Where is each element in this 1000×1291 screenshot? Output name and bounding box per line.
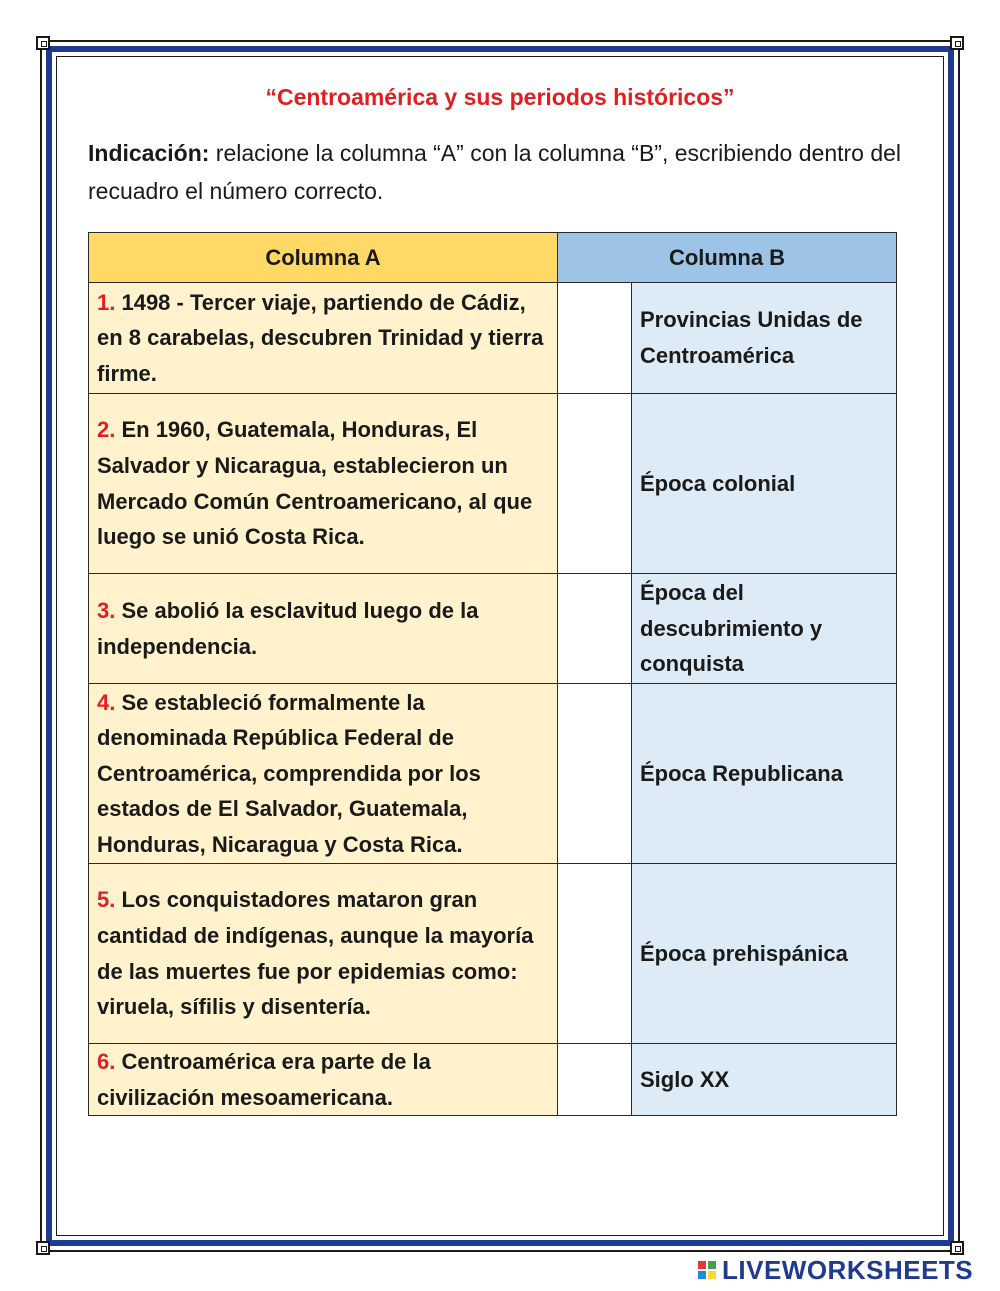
frame-corner-bottom-right	[950, 1241, 964, 1255]
column-b-cell-3: Época del descubrimiento y conquista	[632, 574, 897, 684]
item-text-1: 1498 - Tercer viaje, partiendo de Cádiz, en 8 carabelas, descubren Trinidad y tierra firme.	[97, 289, 544, 386]
frame-corner-bottom-left	[36, 1241, 50, 1255]
answer-box-4[interactable]	[558, 684, 632, 864]
table-row-4	[89, 684, 897, 864]
answer-box-2[interactable]	[558, 394, 632, 574]
answer-box-6[interactable]	[558, 1044, 632, 1116]
table-row-3	[89, 574, 897, 684]
column-b-cell-1: Provincias Unidas de Centroamérica	[632, 283, 897, 394]
liveworksheets-wordmark: LIVEWORKSHEETS	[722, 1254, 974, 1285]
column-a-cell-4	[89, 684, 558, 864]
liveworksheets-logo	[698, 1255, 973, 1285]
column-a-cell-5	[89, 864, 558, 1044]
logo-square-e	[708, 1271, 716, 1279]
answer-box-5[interactable]	[558, 864, 632, 1044]
instruction-text: relacione la columna “A” con la columna “B”, escribiendo dentro del recuadro el número correcto.	[88, 140, 902, 204]
column-a-cell-2	[89, 394, 558, 574]
item-number-3: 3.	[97, 597, 116, 623]
item-text-5: Los conquistadores mataron gran cantidad de indígenas, aunque la mayoría de las muertes fue por epidemias como: viruela, sífilis y disentería.	[97, 887, 534, 1020]
table-row-6	[89, 1044, 897, 1116]
logo-square-l	[698, 1261, 706, 1269]
answer-box-3[interactable]	[558, 574, 632, 684]
table-row-5	[89, 864, 897, 1044]
column-b-cell-5: Época prehispánica	[632, 864, 897, 1044]
item-number-4: 4.	[97, 689, 116, 715]
item-number-2: 2.	[97, 417, 116, 443]
item-text-6: Centroamérica era parte de la civilización mesoamericana.	[97, 1049, 431, 1110]
frame-corner-top-right	[950, 36, 964, 50]
table-row-2	[89, 394, 897, 574]
column-a-cell-3	[89, 574, 558, 684]
instruction-label: Indicación:	[88, 140, 210, 166]
item-number-6: 6.	[97, 1049, 116, 1074]
column-b-cell-4: Época Republicana	[632, 684, 897, 864]
table-header-row	[89, 233, 897, 283]
column-a-cell-6	[89, 1044, 558, 1116]
liveworksheets-icon	[698, 1261, 716, 1279]
column-b-cell-2: Época colonial	[632, 394, 897, 574]
column-b-header: Columna B	[558, 233, 897, 283]
item-text-2: En 1960, Guatemala, Honduras, El Salvador y Nicaragua, establecieron un Mercado Común Centroamericano, al que luego se unió Costa Rica.	[97, 417, 533, 550]
logo-square-i	[708, 1261, 716, 1269]
column-a-cell-1	[89, 283, 558, 394]
item-number-5: 5.	[97, 887, 116, 913]
frame-corner-top-left	[36, 36, 50, 50]
column-a-header: Columna A	[89, 233, 558, 283]
column-b-cell-6: Siglo XX	[632, 1044, 897, 1116]
matching-table	[88, 232, 897, 1116]
instruction	[88, 134, 918, 210]
table-row-1	[89, 283, 897, 394]
worksheet-title: “Centroamérica y sus periodos históricos”	[265, 84, 735, 110]
item-number-1: 1.	[97, 289, 116, 315]
item-text-4: Se estableció formalmente la denominada República Federal de Centroamérica, comprendida por los estados de El Salvador, Guatemala, Honduras, Nicaragua y Costa Rica.	[97, 689, 481, 857]
answer-box-1[interactable]	[558, 283, 632, 394]
logo-square-v	[698, 1271, 706, 1279]
item-text-3: Se abolió la esclavitud luego de la independencia.	[97, 597, 479, 659]
